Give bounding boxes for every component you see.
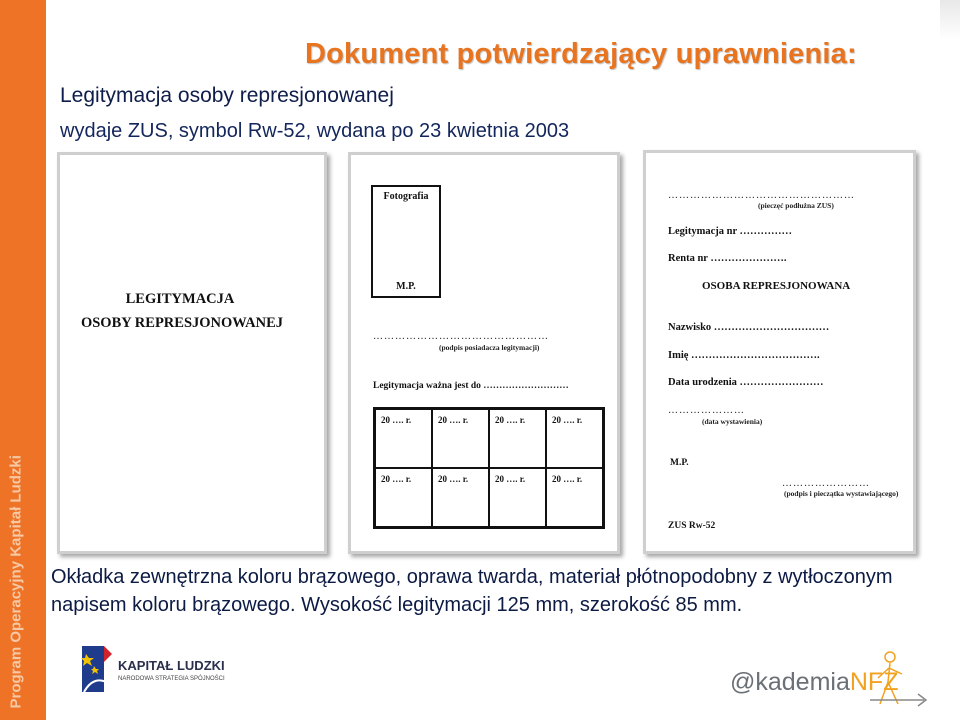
validity-cell: 20 …. r. <box>432 468 489 527</box>
stamp-dots: …………………………………………… <box>668 190 855 201</box>
form-symbol: ZUS Rw-52 <box>668 521 716 531</box>
validity-stamp-grid <box>373 407 605 529</box>
legitymacja-cover-page <box>57 152 327 554</box>
akademia-prefix: @kademia <box>730 668 850 696</box>
validity-cell: 20 …. r. <box>546 468 603 527</box>
issue-date-caption: (data wystawienia) <box>702 417 763 426</box>
osoba-heading: OSOBA REPRESJONOWANA <box>702 280 851 292</box>
cover-title-line-1: LEGITYMACJA <box>125 291 235 307</box>
cover-title-line-2: OSOBY REPRESJONOWANEJ <box>80 315 284 331</box>
akademia-nfz-logo <box>728 650 928 708</box>
issuer-sign-dots: …………………… <box>782 478 870 489</box>
kapital-ludzki-title: KAPITAŁ LUDZKI <box>118 658 225 673</box>
page-title: Dokument potwierdzający uprawnienia: <box>305 38 857 70</box>
renta-nr-field: Renta nr …………………. <box>668 253 787 264</box>
mp-label: M.P. <box>670 458 689 468</box>
validity-cell: 20 …. r. <box>375 468 432 527</box>
kapital-ludzki-subtitle: NARODOWA STRATEGIA SPÓJNOŚCI <box>118 676 225 682</box>
validity-cell: 20 …. r. <box>489 468 546 527</box>
description-text: Okładka zewnętrzna koloru brązowego, oprawa twarda, materiał płótnopodobny z wytłoczonym napisem koloru brązowego. Wysokość legitymacji 125 mm, szerokość 85 mm. <box>51 566 893 616</box>
legitymacja-photo-page <box>348 152 620 554</box>
signature-caption: (podpis posiadacza legitymacji) <box>439 343 540 352</box>
akademia-suffix: NFZ <box>849 668 899 696</box>
validity-cell: 20 …. r. <box>432 409 489 468</box>
issuer-sign-caption: (podpis i pieczątka wystawiającego) <box>784 489 899 498</box>
mp-label: M.P. <box>396 281 416 292</box>
data-urodzenia-field: Data urodzenia …………………… <box>668 377 824 388</box>
kapital-ludzki-emblem-icon <box>80 644 114 696</box>
side-bar-program-name: Program Operacyjny Kapitał Ludzki <box>7 455 25 709</box>
valid-until-label: Legitymacja ważna jest do ……………………… <box>373 381 569 391</box>
stamp-caption: (pieczęć podłużna ZUS) <box>758 201 834 210</box>
nazwisko-field: Nazwisko …………………………… <box>668 322 830 333</box>
photo-box <box>371 185 441 298</box>
validity-cell: 20 …. r. <box>375 409 432 468</box>
signature-dots: ………………………………………… <box>373 331 549 342</box>
corner-shade <box>940 0 960 40</box>
figure-icon <box>868 650 928 708</box>
imie-field: Imię ………………………………. <box>668 350 820 361</box>
document-subtitle: Legitymacja osoby represjonowanej <box>60 84 394 107</box>
issue-date-dots: ………………… <box>668 405 745 416</box>
validity-cell: 20 …. r. <box>546 409 603 468</box>
validity-cell: 20 …. r. <box>489 409 546 468</box>
issuer-line: wydaje ZUS, symbol Rw-52, wydana po 23 kwietnia 2003 <box>60 120 570 142</box>
photo-label: Fotografia <box>383 191 429 202</box>
legitymacja-data-page <box>643 150 916 554</box>
legitymacja-nr-field: Legitymacja nr …………… <box>668 226 793 237</box>
kapital-ludzki-logo <box>80 644 240 696</box>
